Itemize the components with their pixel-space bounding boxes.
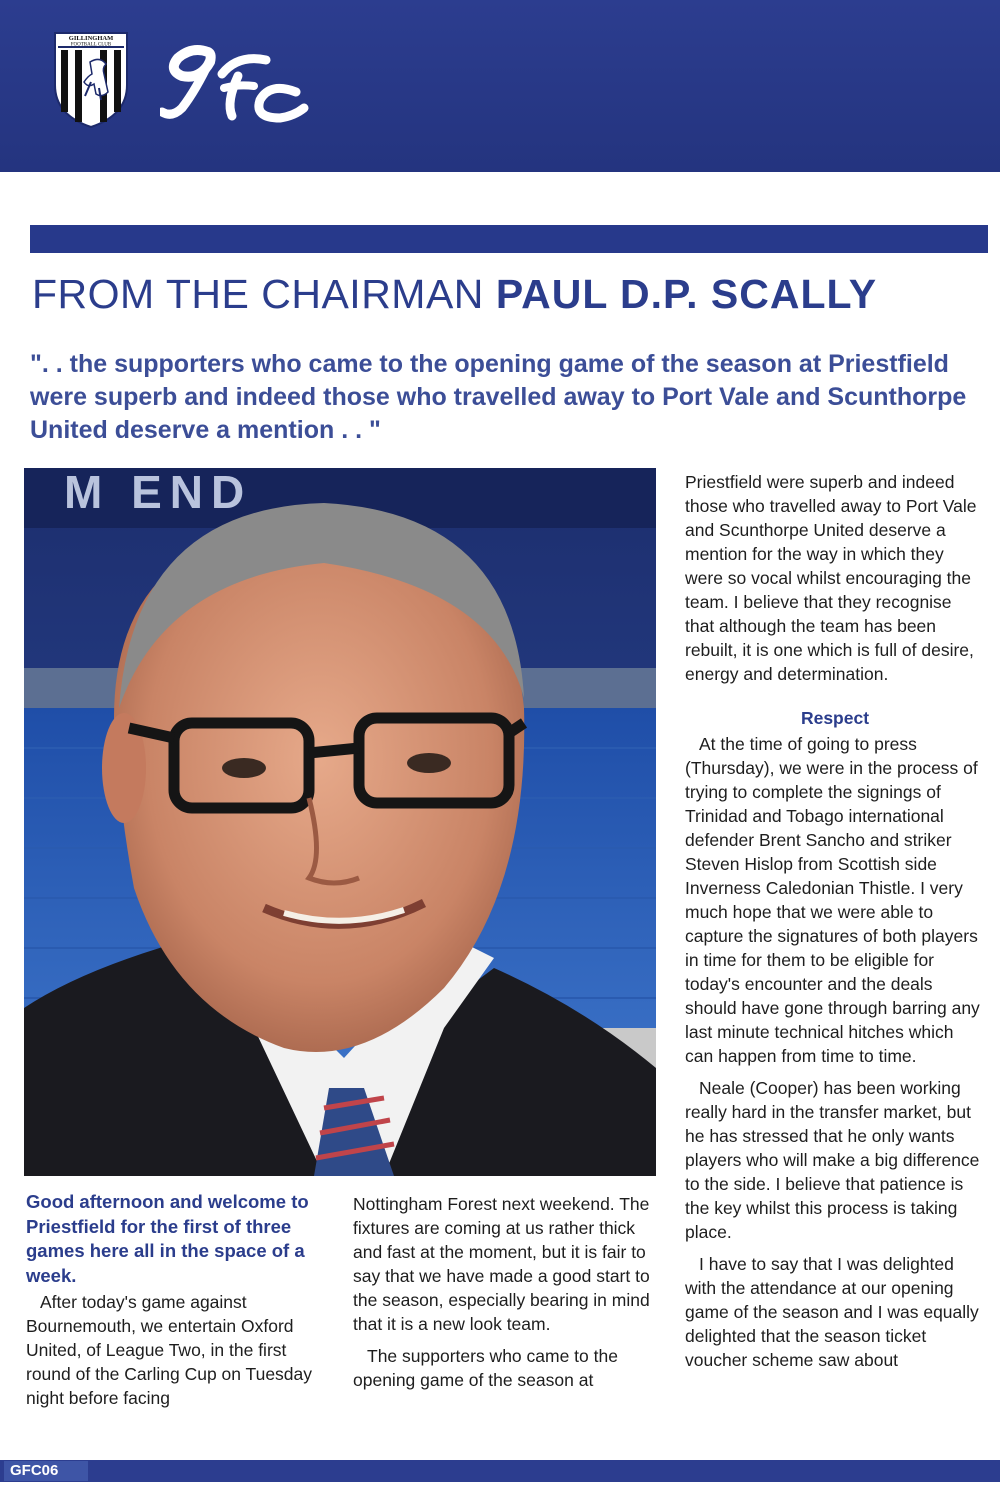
section-rule <box>30 225 988 253</box>
footer-band <box>0 1460 1000 1482</box>
header-band <box>0 0 1000 172</box>
subheading-respect: Respect <box>800 708 870 728</box>
article-paragraph: Priestfield were superb and indeed those who travelled away to Port Vale and Scunthorpe United deserve a mention for the way in which they were so vocal whilst encouraging the team. I believe that they recognise that although the team has been rebuilt, it is one which is full of desire, energy and determination. <box>685 472 977 684</box>
stand-sign-text: M END <box>64 468 253 518</box>
article-column-3 <box>685 470 985 1372</box>
article-paragraph: At the time of going to press (Thursday), we were in the process of trying to complete the signings of Trinidad and Tobago international defender Brent Sancho and striker Steven Hislop from Scottish side Inverness Caledonian Thistle. I very much hope that we were able to capture the signatures of both players in time for them to be eligible for today's encounter and the deals should have gone through barring any last minute technical hitches which can happen from time to time. <box>685 734 980 1066</box>
article-intro: Good afternoon and welcome to Priestfield for the first of three games here all in the space of a week. <box>26 1191 309 1286</box>
page-title <box>32 268 992 320</box>
svg-text:GILLINGHAM: GILLINGHAM <box>68 35 114 42</box>
article-column-1 <box>26 1190 326 1410</box>
gfc-logo-icon <box>160 30 310 135</box>
title-prefix: FROM THE CHAIRMAN <box>32 271 484 317</box>
chairman-photo <box>24 468 656 1176</box>
page-number: GFC06 <box>4 1461 88 1481</box>
club-crest-icon <box>52 30 130 130</box>
article-paragraph: After today's game against Bournemouth, we entertain Oxford United, of League Two, in the first round of the Carling Cup on Tuesday night before facing <box>26 1292 313 1408</box>
article-paragraph: The supporters who came to the opening game of the season at <box>353 1346 618 1390</box>
svg-text:FOOTBALL CLUB: FOOTBALL CLUB <box>70 42 112 48</box>
chairman-name: PAUL D.P. SCALLY <box>495 271 878 317</box>
article-paragraph: Neale (Cooper) has been working really hard in the transfer market, but he has stressed that he only wants players who will make a big difference to the side. I believe that patience is the key whilst this process is taking place. <box>685 1078 980 1242</box>
pull-quote: ". . the supporters who came to the opening game of the season at Priestfield were superb and indeed those who travelled away to Port Vale and Scunthorpe United deserve a mention . . " <box>30 350 967 444</box>
article-paragraph: Nottingham Forest next weekend. The fixtures are coming at us rather thick and fast at the moment, but it is fair to say that we have made a good start to the season, especially bearing in mind that it is a new look team. <box>353 1194 650 1334</box>
article-paragraph: I have to say that I was delighted with the attendance at our opening game of the season and I was equally delighted that the season ticket voucher scheme saw about <box>685 1254 979 1370</box>
article-column-2 <box>353 1192 661 1392</box>
